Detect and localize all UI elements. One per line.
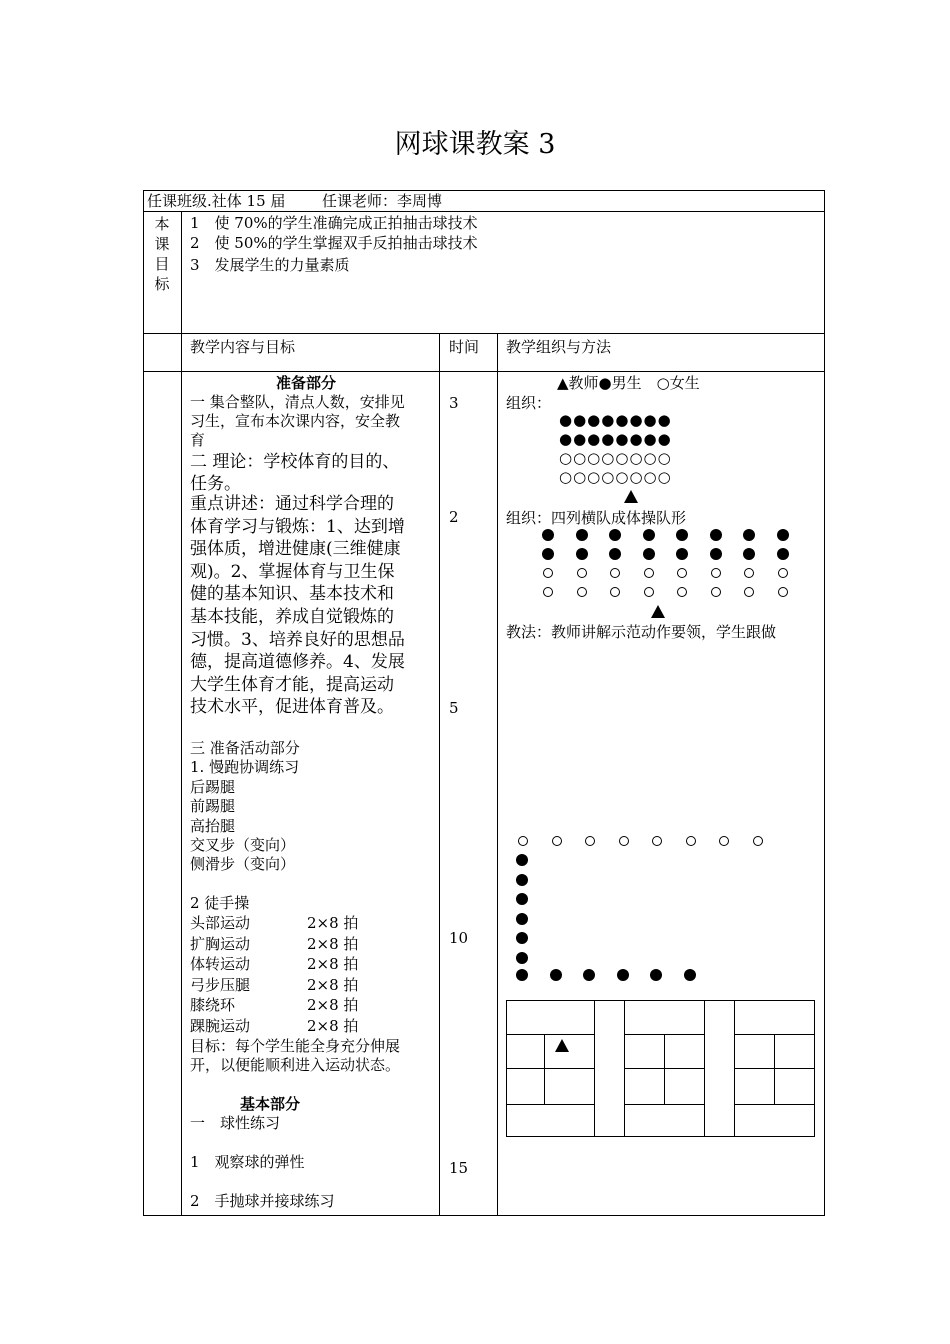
exercise-name: 膝绕环 [190,996,236,1014]
table-border-bottom [143,1215,825,1216]
boy-marker-icon [516,932,528,944]
focus-line: 观)。2、掌握体育与卫生保 [190,561,395,582]
girl-marker-icon [711,587,721,597]
content-line: 1 观察球的弹性 [190,1153,305,1171]
girl-marker-icon [686,836,696,846]
focus-line: 强体质，增进健康(三维健康 [190,539,401,560]
boy-marker-icon [576,548,588,560]
boy-marker-icon [743,548,755,560]
court-line [624,1104,704,1105]
content-line: 三 准备活动部分 [190,739,300,757]
exercise-name: 头部运动 [190,914,251,932]
boy-marker-icon [542,548,554,560]
court-line [506,1034,594,1035]
prep-section-title: 准备部分 [276,374,337,392]
girl-marker-icon [652,836,662,846]
goals-label [143,214,181,294]
exercise-name: 体转运动 [190,955,251,973]
court-line [594,1000,595,1137]
boy-marker-icon [516,952,528,964]
boy-marker-icon [609,548,621,560]
boy-marker-icon [643,548,655,560]
legend: ▲教师●男生 ○女生 [557,374,700,392]
boy-marker-icon [743,529,755,541]
page-title: 网球课教案 3 [394,129,556,160]
teacher-marker-icon [555,1039,569,1052]
time-value: 5 [449,699,459,717]
girl-marker-icon [585,836,595,846]
table-border-right [824,190,825,1216]
content-line: 习生，宣布本次课内容，安全教 [190,412,401,430]
boy-marker-icon [516,969,528,981]
content-line: 1. 慢跑协调练习 [190,758,300,776]
boy-marker-icon [576,529,588,541]
girls-row: ○○○○○○○○ [559,449,672,467]
class-info: 任课班级.社体 15 届 [147,192,286,210]
court-line [506,1068,594,1069]
girl-marker-icon [518,836,528,846]
boy-marker-icon [516,874,528,886]
exercise-name: 扩胸运动 [190,935,251,953]
boy-marker-icon [676,529,688,541]
focus-line: 健的基本知识、基本技术和 [190,584,394,605]
girl-marker-icon [543,568,553,578]
time-value: 10 [449,929,469,947]
girl-marker-icon [577,568,587,578]
content-line: 高抬腿 [190,817,236,835]
goal-item: 2 使 50%的学生掌握双手反拍抽击球技术 [190,234,478,252]
girl-marker-icon [644,568,654,578]
girl-marker-icon [744,587,754,597]
col-header-content: 教学内容与目标 [190,338,296,356]
boy-marker-icon [684,969,696,981]
teacher-marker-icon [624,490,638,503]
table-line-methodcol [497,333,498,1216]
exercise-count: 2×8 拍 [307,935,359,953]
girl-marker-icon [619,836,629,846]
boy-marker-icon [583,969,595,981]
boy-marker-icon [550,969,562,981]
girl-marker-icon [610,568,620,578]
court-line [506,1000,815,1001]
boy-marker-icon [516,854,528,866]
boy-marker-icon [710,548,722,560]
focus-paragraph [190,493,405,719]
time-value: 2 [449,508,459,526]
content-line: 前踢腿 [190,797,236,815]
girl-marker-icon [543,587,553,597]
goals-label-char: 标 [154,275,170,293]
exercise-name: 踝腕运动 [190,1017,251,1035]
goals-label-char: 目 [154,255,170,273]
court-line [664,1034,665,1104]
boy-marker-icon [777,529,789,541]
content-line: 任务。 [190,474,241,494]
court-line [734,1104,814,1105]
teaching-method: 教法：教师讲解示范动作要领，学生跟做 [506,623,777,641]
boys-row: ●●●●●●●● [559,430,672,448]
girl-marker-icon [677,568,687,578]
teacher-info: 任课老师：李周博 [322,192,443,210]
girl-marker-icon [677,587,687,597]
boy-marker-icon [650,969,662,981]
girl-marker-icon [753,836,763,846]
court-line [814,1000,815,1137]
girl-marker-icon [711,568,721,578]
table-line-timecol [439,333,440,1216]
boy-marker-icon [542,529,554,541]
table-line-colheads [143,371,825,372]
boy-marker-icon [516,893,528,905]
basic-section-title: 基本部分 [240,1095,301,1113]
col-header-method: 教学组织与方法 [506,338,612,356]
content-line: 二 理论：学校体育的目的、 [190,452,400,472]
content-line: 一 球性练习 [190,1114,281,1132]
col-header-time: 时间 [449,338,480,356]
gym-title: 2 徒手操 [190,894,250,912]
girl-marker-icon [577,587,587,597]
boy-marker-icon [710,529,722,541]
court-line [774,1034,775,1104]
focus-line: 体育学习与锻炼：1、达到增 [190,516,405,537]
goals-label-char: 课 [154,235,170,253]
focus-line: 习惯。3、培养良好的思想品 [190,629,405,650]
boy-marker-icon [676,548,688,560]
table-line-header [143,211,825,212]
content-line: 交叉步（变向） [190,836,296,854]
time-value: 3 [449,394,459,412]
girl-marker-icon [778,568,788,578]
goal-item: 1 使 70%的学生准确完成正拍抽击球技术 [190,214,478,232]
focus-line: 基本技能，养成自觉锻炼的 [190,606,394,627]
court-line [704,1000,705,1137]
boy-marker-icon [643,529,655,541]
court-line [506,1136,815,1137]
boy-marker-icon [609,529,621,541]
content-line: 开，以便能顺利进入运动状态。 [190,1056,401,1074]
exercise-count: 2×8 拍 [307,976,359,994]
girl-marker-icon [719,836,729,846]
content-line: 目标：每个学生能全身充分伸展 [190,1037,401,1055]
time-value: 15 [449,1159,469,1177]
focus-line: 德，提高道德修养。4、发展 [190,652,405,673]
table-border-left [143,190,144,1216]
girl-marker-icon [778,587,788,597]
content-line: 2 手抛球并接球练习 [190,1192,335,1210]
boy-marker-icon [777,548,789,560]
org1-label: 组织： [506,394,552,412]
focus-line: 大学生体育才能，提高运动 [190,674,394,695]
content-line: 一 集合整队，清点人数，安排见 [190,393,405,411]
content-line: 后踢腿 [190,778,236,796]
exercise-count: 2×8 拍 [307,955,359,973]
exercise-count: 2×8 拍 [307,914,359,932]
girl-marker-icon [552,836,562,846]
table-line-labelcol [181,211,182,1216]
goals-label-char: 本 [154,215,170,233]
girls-row: ○○○○○○○○ [559,468,672,486]
focus-line: 重点讲述：通过科学合理的 [190,494,394,514]
exercise-name: 弓步压腿 [190,976,251,994]
exercise-count: 2×8 拍 [307,996,359,1014]
focus-line: 技术水平，促进体育普及。 [190,697,394,718]
girl-marker-icon [610,587,620,597]
content-line: 侧滑步（变向） [190,855,296,873]
teacher-marker-icon [651,605,665,618]
boys-row: ●●●●●●●● [559,411,672,429]
girl-marker-icon [744,568,754,578]
court-line [506,1104,594,1105]
table-line-goals [143,333,825,334]
org2-label: 组织：四列横队成体操队形 [506,509,687,527]
goal-item: 3 发展学生的力量素质 [190,256,350,274]
boy-marker-icon [617,969,629,981]
exercise-count: 2×8 拍 [307,1017,359,1035]
boy-marker-icon [516,913,528,925]
court-diagram [506,1000,815,1137]
court-line [544,1034,545,1104]
girl-marker-icon [644,587,654,597]
content-line: 育 [190,431,206,449]
